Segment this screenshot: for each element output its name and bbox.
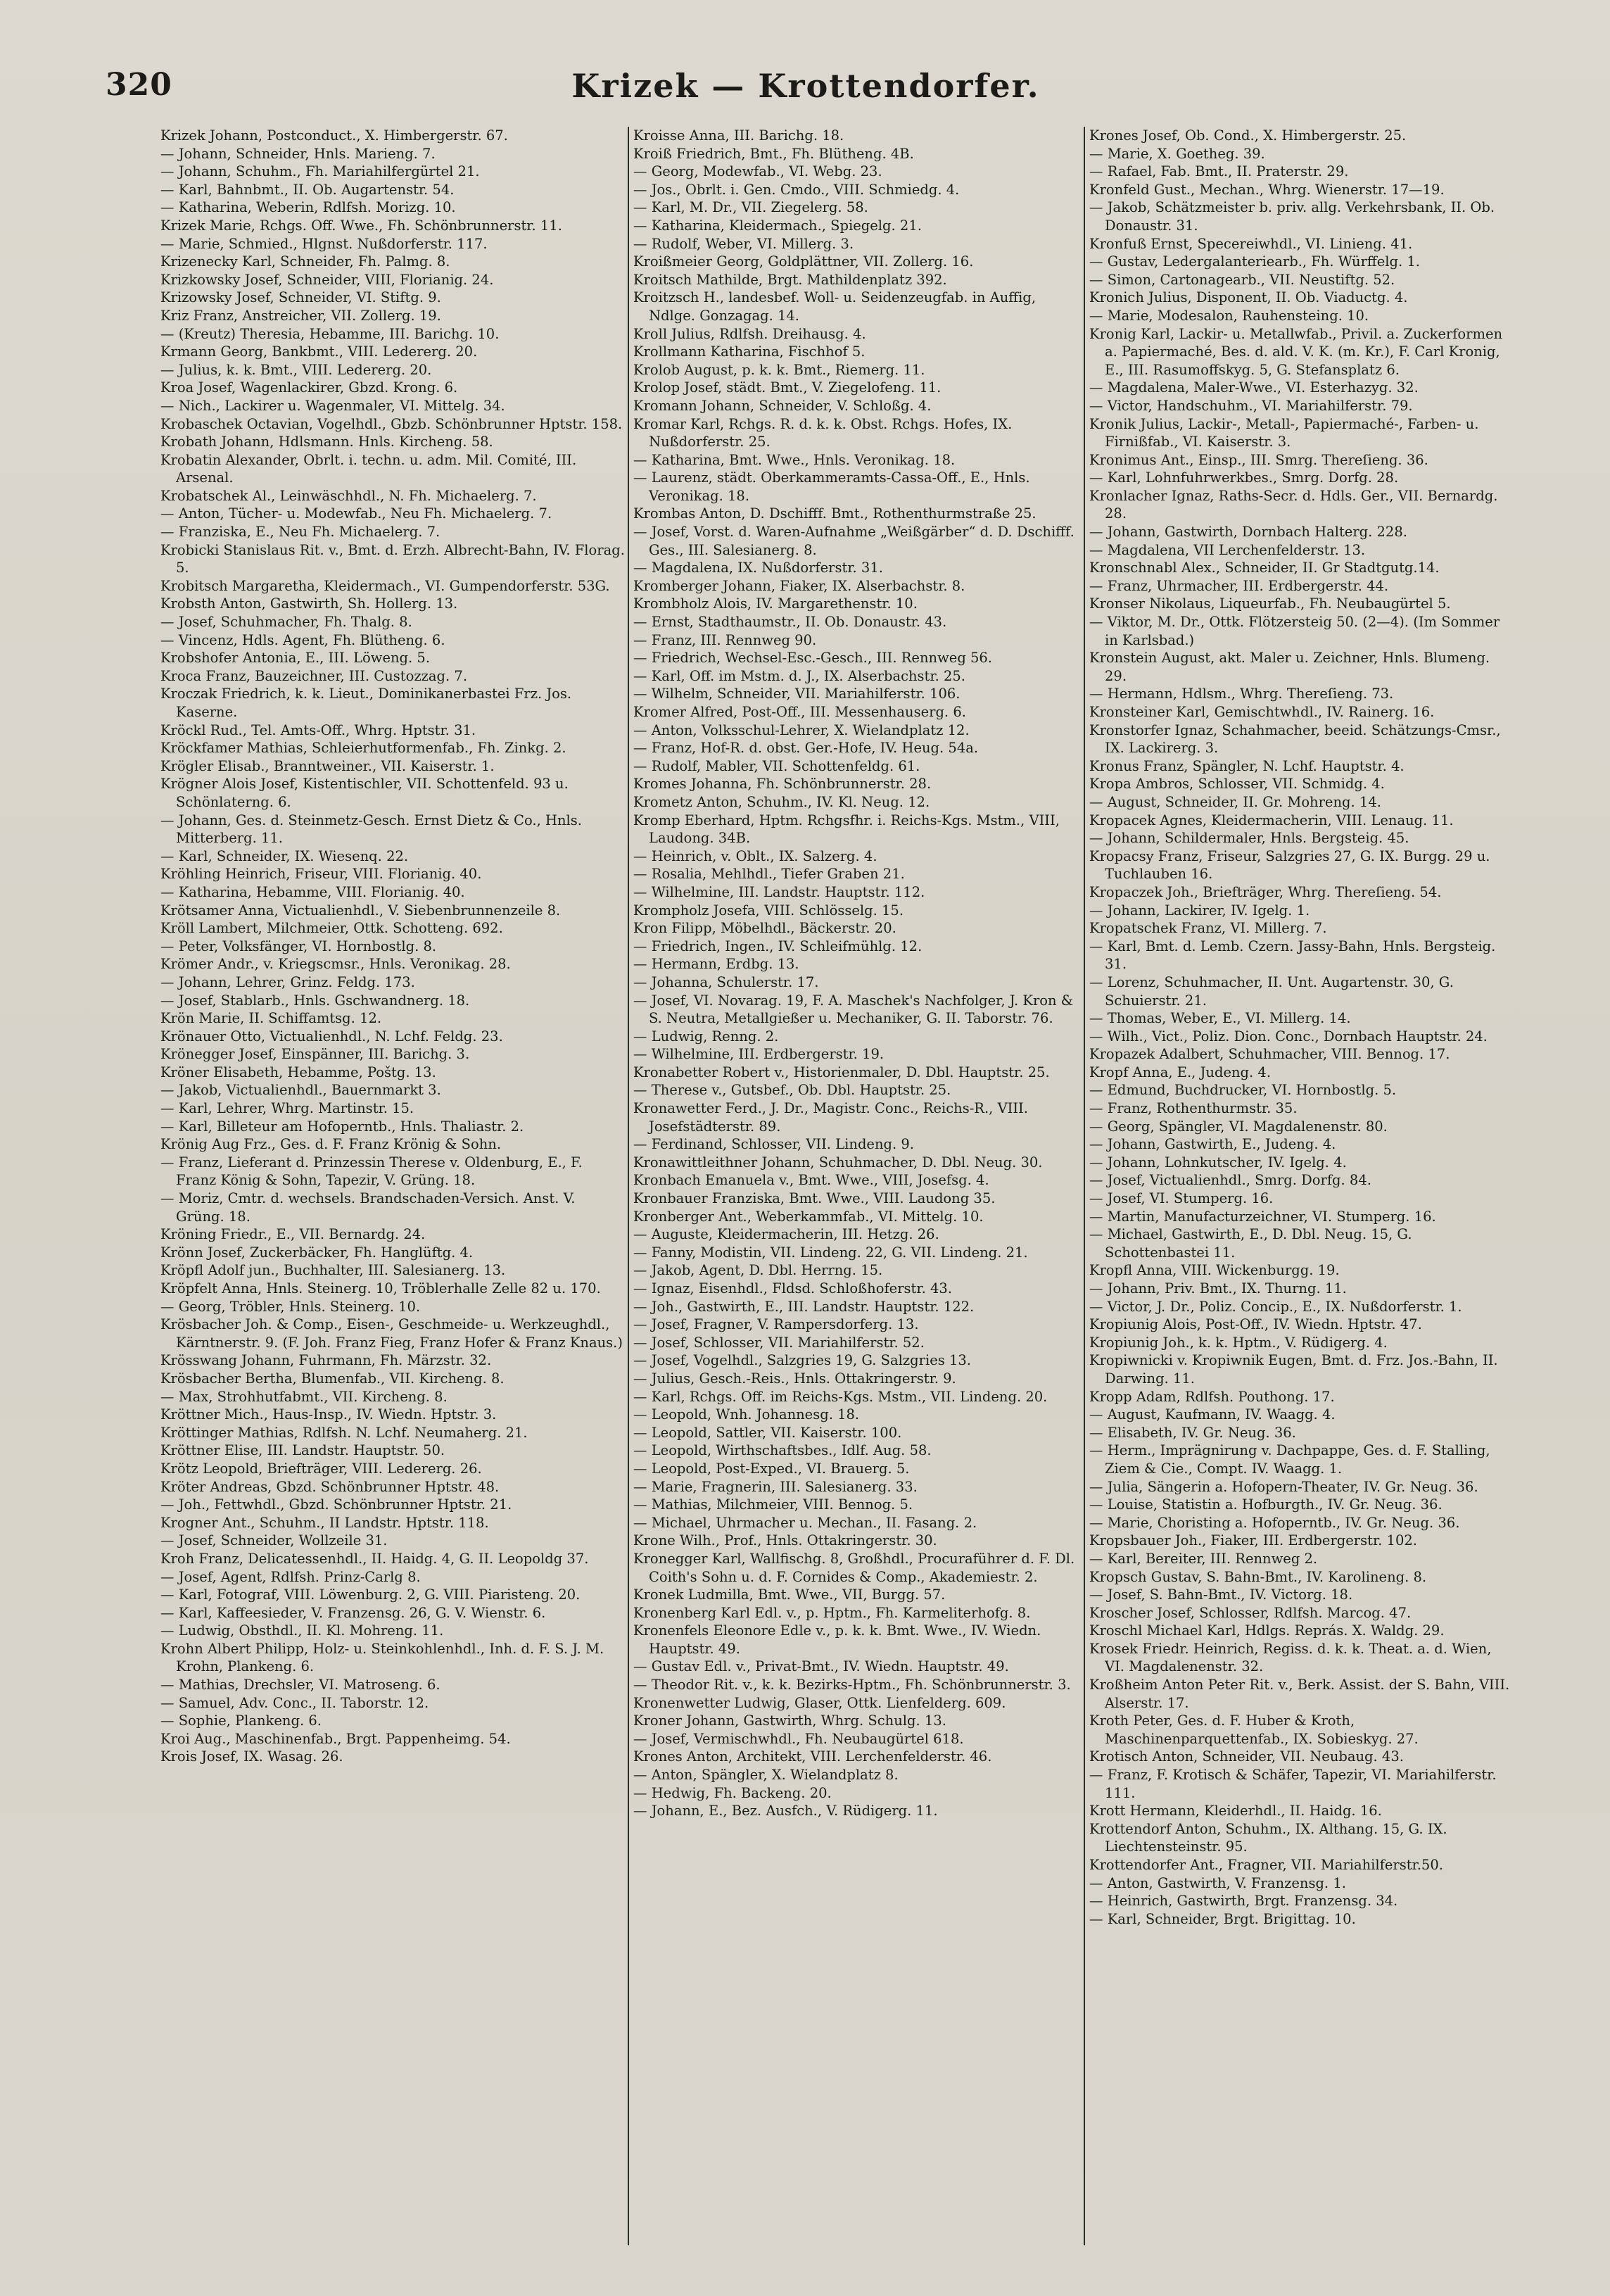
- directory-entry: — Rudolf, Mabler, VII. Schottenfeldg. 61.: [633, 757, 920, 774]
- directory-entry: Kronbach Emanuela v., Bmt. Wwe., VIII, Josefsg. 4.: [633, 1172, 989, 1189]
- directory-entry: Kröpfl Adolf jun., Buchhalter, III. Salesianerg. 13.: [160, 1262, 506, 1279]
- directory-entry: Krometz Anton, Schuhm., IV. Kl. Neug. 12.: [633, 793, 930, 810]
- directory-entry: Krönauer Otto, Victualienhdl., N. Lchf. Feldg. 23.: [160, 1028, 503, 1045]
- directory-entry: Krögner Alois Josef, Kistentischler, VII. Schottenfeld. 93 u. Schönlaterng. 6.: [160, 776, 569, 810]
- directory-entry: Kronimus Ant., Einsp., III. Smrg. Thereſieng. 36.: [1089, 451, 1428, 468]
- directory-entry: — Johann, Ges. d. Steinmetz-Gesch. Ernst Dietz & Co., Hnls. Mitterberg. 11.: [160, 812, 582, 847]
- directory-entry: — Julius, k. k. Bmt., VIII. Ledererg. 20.: [160, 361, 432, 378]
- directory-entry: Krizowsky Josef, Schneider, VI. Stiftg. 9.: [160, 289, 441, 306]
- directory-entry: — Elisabeth, IV. Gr. Neug. 36.: [1089, 1424, 1296, 1441]
- directory-entry: Kriz Franz, Anstreicher, VII. Zollerg. 19.: [160, 307, 441, 324]
- directory-entry: Krobaschek Octavian, Vogelhdl., Gbzb. Schönbrunner Hptstr. 158.: [160, 415, 623, 432]
- directory-entry: — Johann, Schneider, Hnls. Marieng. 7.: [160, 145, 436, 162]
- directory-entry: Kromer Alfred, Post-Off., III. Messenhauserg. 6.: [633, 704, 966, 720]
- directory-entry: Krmann Georg, Bankbmt., VIII. Ledererg. 20.: [160, 343, 478, 360]
- directory-entry: Kronenfels Eleonore Edle v., p. k. k. Bmt. Wwe., IV. Wiedn. Hauptstr. 49.: [633, 1622, 1041, 1657]
- directory-entry: Kronser Nikolaus, Liqueurfab., Fh. Neubaugürtel 5.: [1089, 595, 1451, 612]
- directory-entry: — Josef, Schlosser, VII. Mariahilferstr. 52.: [633, 1334, 925, 1351]
- directory-entry: — Rudolf, Weber, VI. Millerg. 3.: [633, 235, 854, 252]
- directory-entry: — Anton, Spängler, X. Wielandplatz 8.: [633, 1767, 899, 1784]
- directory-entry: Krösbacher Joh. & Comp., Eisen-, Geschmeide- u. Werkzeughdl., Kärntnerstr. 9. (F. Joh. Franz Fieg, Franz Hofer & Franz Knaus.): [160, 1316, 623, 1351]
- directory-entry: — Wilhelmine, III. Erdbergerstr. 19.: [633, 1046, 885, 1063]
- directory-entry: — Sophie, Plankeng. 6.: [160, 1712, 322, 1729]
- directory-entry: — Leopold, Wnh. Johannesg. 18.: [633, 1406, 860, 1423]
- directory-entry: Kromp Eberhard, Hptm. Rchgsfhr. i. Reichs-Kgs. Mstm., VIII, Laudong. 34B.: [633, 812, 1060, 847]
- directory-entry: Kröll Lambert, Milchmeier, Ottk. Schotteng. 692.: [160, 920, 503, 937]
- directory-entry: Kromar Karl, Rchgs. R. d. k. k. Obst. Rchgs. Hofes, IX. Nußdorferstr. 25.: [633, 415, 1013, 450]
- directory-entry: Kroczak Friedrich, k. k. Lieut., Dominikanerbastei Frz. Jos. Kaserne.: [160, 686, 572, 720]
- directory-entry: — Herm., Imprägnirung v. Dachpappe, Ges. d. F. Stalling, Ziem & Cie., Compt. IV. Waagg. 1.: [1089, 1442, 1490, 1477]
- directory-entry: Kroll Julius, Rdlfsh. Dreihausg. 4.: [633, 325, 866, 342]
- directory-entry: — Leopold, Sattler, VII. Kaiserstr. 100.: [633, 1424, 902, 1441]
- column-divider: [628, 127, 629, 2245]
- directory-entry: Kröner Elisabeth, Hebamme, Poštg. 13.: [160, 1064, 436, 1080]
- directory-entry: — Michael, Uhrmacher u. Mechan., II. Fasang. 2.: [633, 1514, 977, 1531]
- directory-entry: Krolob August, p. k. k. Bmt., Riemerg. 11.: [633, 361, 925, 378]
- directory-entry: Krön Marie, II. Schiffamtsg. 12.: [160, 1010, 382, 1027]
- directory-entry: — Magdalena, IX. Nußdorferstr. 31.: [633, 560, 883, 576]
- directory-entry: Kröttner Mich., Haus-Insp., IV. Wiedn. Hptstr. 3.: [160, 1406, 497, 1423]
- directory-entry: — Johann, Gastwirth, Dornbach Halterg. 228.: [1089, 524, 1407, 541]
- directory-entry: — Joh., Fettwhdl., Gbzd. Schönbrunner Hptstr. 21.: [160, 1496, 512, 1513]
- directory-entry: — Anton, Volksschul-Lehrer, X. Wielandplatz 12.: [633, 721, 970, 738]
- directory-entry: Krois Josef, IX. Wasag. 26.: [160, 1748, 343, 1765]
- directory-entry: — Laurenz, städt. Oberkammeramts-Cassa-Off., E., Hnls. Veronikag. 18.: [633, 469, 1030, 504]
- directory-entry: — Heinrich, Gastwirth, Brgt. Franzensg. 34.: [1089, 1893, 1398, 1910]
- directory-entry: — Viktor, M. Dr., Ottk. Flötzersteig 50. (2—4). (Im Sommer in Karlsbad.): [1089, 614, 1500, 648]
- directory-entry: Krögler Elisab., Branntweiner., VII. Kaiserstr. 1.: [160, 757, 495, 774]
- directory-entry: Krobicki Stanislaus Rit. v., Bmt. d. Erzh. Albrecht-Bahn, IV. Florag. 5.: [160, 541, 625, 576]
- directory-entry: — Johann, Gastwirth, E., Judeng. 4.: [1089, 1136, 1336, 1153]
- directory-entry: Kromann Johann, Schneider, V. Schloßg. 4.: [633, 397, 932, 414]
- directory-entry: Kropsch Gustav, S. Bahn-Bmt., IV. Karolineng. 8.: [1089, 1568, 1427, 1585]
- directory-entry: Krösswang Johann, Fuhrmann, Fh. Märzstr. 32.: [160, 1352, 492, 1369]
- directory-entry: — Joh., Gastwirth, E., III. Landstr. Hauptstr. 122.: [633, 1298, 975, 1315]
- directory-entry: — Julia, Sängerin a. Hofopern-Theater, IV. Gr. Neug. 36.: [1089, 1478, 1478, 1495]
- directory-entry: — Josef, Stablarb., Hnls. Gschwandnerg. 18.: [160, 992, 470, 1009]
- directory-entry: Kropiunig Joh., k. k. Hptm., V. Rüdigerg. 4.: [1089, 1334, 1388, 1351]
- directory-entry: Kronberger Ant., Weberkammfab., VI. Mittelg. 10.: [633, 1208, 984, 1225]
- directory-entry: Kropfl Anna, VIII. Wickenburgg. 19.: [1089, 1262, 1340, 1279]
- directory-entry: Krompholz Josefa, VIII. Schlösselg. 15.: [633, 902, 904, 919]
- directory-entry: — Johann, Schildermaler, Hnls. Bergsteig. 45.: [1089, 830, 1409, 847]
- directory-entry: — Martin, Manufacturzeichner, VI. Stumperg. 16.: [1089, 1208, 1436, 1225]
- directory-entry: Kropsbauer Joh., Fiaker, III. Erdbergerstr. 102.: [1089, 1532, 1417, 1549]
- directory-entry: — Josef, Vermischwhdl., Fh. Neubaugürtel 618.: [633, 1730, 964, 1747]
- directory-entry: Kron Filipp, Möbelhdl., Bäckerstr. 20.: [633, 920, 896, 937]
- directory-entry: Krobshofer Antonia, E., III. Löweng. 5.: [160, 650, 431, 667]
- directory-entry: — Rafael, Fab. Bmt., II. Praterstr. 29.: [1089, 163, 1349, 180]
- directory-entry: — Samuel, Adv. Conc., II. Taborstr. 12.: [160, 1694, 429, 1711]
- directory-entry: Kronek Ludmilla, Bmt. Wwe., VII, Burgg. 57.: [633, 1587, 946, 1603]
- directory-entry: — Mathias, Drechsler, VI. Matroseng. 6.: [160, 1677, 440, 1693]
- column-1: [160, 127, 625, 2245]
- directory-entry: — Katharina, Weberin, Rdlfsh. Morizg. 10.: [160, 199, 456, 216]
- directory-entry: — Franz, Rothenthurmstr. 35.: [1089, 1100, 1298, 1117]
- directory-entry: Krötz Leopold, Briefträger, VIII. Ledererg. 26.: [160, 1460, 482, 1477]
- directory-entry: — Jakob, Victualienhdl., Bauernmarkt 3.: [160, 1082, 441, 1099]
- directory-entry: — Karl, Fotograf, VIII. Löwenburg. 2, G. VIII. Piaristeng. 20.: [160, 1587, 581, 1603]
- column-3: [1089, 127, 1511, 2245]
- directory-entry: Kronsteiner Karl, Gemischtwhdl., IV. Rainerg. 16.: [1089, 704, 1435, 720]
- directory-entry: Krobitsch Margaretha, Kleidermach., VI. Gumpendorferstr. 53G.: [160, 577, 610, 594]
- directory-entry: Krone Wilh., Prof., Hnls. Ottakringerstr. 30.: [633, 1532, 937, 1549]
- directory-entry: — Karl, Schneider, Brgt. Brigittag. 10.: [1089, 1910, 1356, 1927]
- column-divider: [1084, 127, 1085, 2245]
- directory-entry: — Wilh., Vict., Poliz. Dion. Conc., Dornbach Hauptstr. 24.: [1089, 1028, 1488, 1045]
- directory-entry: — Josef, Vogelhdl., Salzgries 19, G. Salzgries 13.: [633, 1352, 971, 1369]
- directory-entry: Krötsamer Anna, Victualienhdl., V. Siebenbrunnenzeile 8.: [160, 902, 561, 919]
- directory-entry: Kröter Andreas, Gbzd. Schönbrunner Hptstr. 48.: [160, 1478, 500, 1495]
- directory-entry: — Max, Strohhutfabmt., VII. Kircheng. 8.: [160, 1388, 448, 1405]
- directory-entry: Krombas Anton, D. Dschifff. Bmt., Rothenthurmstraße 25.: [633, 505, 1037, 522]
- directory-entry: Kröckfamer Mathias, Schleierhutformenfab., Fh. Zinkg. 2.: [160, 740, 566, 757]
- directory-entry: Kropacek Agnes, Kleidermacherin, VIII. Lenaug. 11.: [1089, 812, 1454, 828]
- directory-entry: Kroßheim Anton Peter Rit. v., Berk. Assist. der S. Bahn, VIII. Alserstr. 17.: [1089, 1677, 1510, 1711]
- directory-entry: Krönn Josef, Zuckerbäcker, Fh. Hanglüftg. 4.: [160, 1244, 474, 1261]
- directory-entry: Krones Anton, Architekt, VIII. Lerchenfelderstr. 46.: [633, 1748, 992, 1765]
- directory-entry: — Franz, III. Rennweg 90.: [633, 631, 817, 648]
- directory-entry: — Marie, X. Goetheg. 39.: [1089, 145, 1265, 162]
- directory-entry: Krizek Johann, Postconduct., X. Himbergerstr. 67.: [160, 127, 508, 144]
- directory-entry: Kropf Anna, E., Judeng. 4.: [1089, 1064, 1272, 1080]
- directory-entry: Krosek Friedr. Heinrich, Regiss. d. k. k. Theat. a. d. Wien, VI. Magdalenenstr. 32.: [1089, 1640, 1492, 1675]
- directory-entry: Kronich Julius, Disponent, II. Ob. Viaductg. 4.: [1089, 289, 1408, 306]
- directory-entry: — Jos., Obrlt. i. Gen. Cmdo., VIII. Schmiedg. 4.: [633, 181, 960, 198]
- directory-entry: — Katharina, Bmt. Wwe., Hnls. Veronikag. 18.: [633, 451, 956, 468]
- directory-entry: — Karl, Kaffeesieder, V. Franzensg. 26, G. V. Wienstr. 6.: [160, 1604, 546, 1621]
- directory-entry: — Victor, J. Dr., Poliz. Concip., E., IX. Nußdorferstr. 1.: [1089, 1298, 1462, 1315]
- directory-entry: Kronstein August, akt. Maler u. Zeichner, Hnls. Blumeng. 29.: [1089, 650, 1490, 684]
- directory-entry: Kronawittleithner Johann, Schuhmacher, D. Dbl. Neug. 30.: [633, 1154, 1043, 1171]
- directory-entry: — Theodor Rit. v., k. k. Bezirks-Hptm., Fh. Schönbrunnerstr. 3.: [633, 1677, 1071, 1693]
- directory-entry: — Michael, Gastwirth, E., D. Dbl. Neug. 15, G. Schottenbastei 11.: [1089, 1226, 1412, 1261]
- directory-entry: Krones Josef, Ob. Cond., X. Himbergerstr. 25.: [1089, 127, 1407, 144]
- running-title: Krizek — Krottendorfer.: [571, 67, 1040, 105]
- directory-entry: — Johanna, Schulerstr. 17.: [633, 973, 819, 990]
- directory-entry: — Karl, Bahnbmt., II. Ob. Augartenstr. 54.: [160, 181, 455, 198]
- directory-entry: — Lorenz, Schuhmacher, II. Unt. Augartenstr. 30, G. Schuierstr. 21.: [1089, 973, 1454, 1009]
- directory-entry: Krottendorfer Ant., Fragner, VII. Mariahilferstr.50.: [1089, 1857, 1443, 1873]
- directory-entry: — Gustav, Ledergalanteriearb., Fh. Würffelg. 1.: [1089, 253, 1420, 270]
- directory-entry: Krobatschek Al., Leinwäschhdl., N. Fh. Michaelerg. 7.: [160, 487, 537, 504]
- directory-entry: Krott Hermann, Kleiderhdl., II. Haidg. 16.: [1089, 1803, 1382, 1819]
- directory-entry: Krobsth Anton, Gastwirth, Sh. Hollerg. 13.: [160, 595, 458, 612]
- directory-entry: — Franz, F. Krotisch & Schäfer, Tapezir, VI. Mariahilferstr. 111.: [1089, 1767, 1497, 1801]
- directory-entry: — Georg, Spängler, VI. Magdalenenstr. 80.: [1089, 1118, 1388, 1135]
- directory-entry: Kropatschek Franz, VI. Millerg. 7.: [1089, 920, 1327, 937]
- directory-entry: — Johann, Priv. Bmt., IX. Thurng. 11.: [1089, 1280, 1347, 1297]
- directory-entry: — Jakob, Schätzmeister b. priv. allg. Verkehrsbank, II. Ob. Donaustr. 31.: [1089, 199, 1495, 234]
- directory-entry: Krogner Ant., Schuhm., II Landstr. Hptstr. 118.: [160, 1514, 489, 1531]
- directory-entry: — Rosalia, Mehlhdl., Tiefer Graben 21.: [633, 866, 905, 883]
- directory-entry: Kronschnabl Alex., Schneider, II. Gr Stadtgutg.14.: [1089, 560, 1440, 576]
- directory-entry: — Hermann, Hdlsm., Whrg. Thereſieng. 73.: [1089, 686, 1394, 702]
- directory-entry: Krizkowsky Josef, Schneider, VIII, Florianig. 24.: [160, 271, 494, 288]
- directory-entry: — Friedrich, Ingen., IV. Schleifmühlg. 12.: [633, 938, 923, 954]
- directory-entry: — Hedwig, Fh. Backeng. 20.: [633, 1784, 832, 1801]
- directory-entry: Kromes Johanna, Fh. Schönbrunnerstr. 28.: [633, 776, 932, 793]
- directory-entry: — Josef, Agent, Rdlfsh. Prinz-Carlg 8.: [160, 1568, 421, 1585]
- directory-entry: — Karl, Rchgs. Off. im Reichs-Kgs. Mstm., VII. Lindeng. 20.: [633, 1388, 1048, 1405]
- directory-entry: Kronawetter Ferd., J. Dr., Magistr. Conc., Reichs-R., VIII. Josefstädterstr. 89.: [633, 1100, 1028, 1135]
- page-number: 320: [106, 67, 172, 103]
- directory-entry: — Edmund, Buchdrucker, VI. Hornbostlg. 5.: [1089, 1082, 1397, 1099]
- directory-entry: Krizenecky Karl, Schneider, Fh. Palmg. 8.: [160, 253, 450, 270]
- directory-entry: — Nich., Lackirer u. Wagenmaler, VI. Mittelg. 34.: [160, 397, 505, 414]
- directory-entry: — Ludwig, Obsthdl., II. Kl. Mohreng. 11.: [160, 1622, 444, 1639]
- directory-entry: Kronegger Karl, Wallfischg. 8, Großhdl., Procuraführer d. F. Dl. Coith's Sohn u. d. F. Cornides & Comp., Akademiestr. 2.: [633, 1550, 1075, 1585]
- directory-entry: — Anton, Tücher- u. Modewfab., Neu Fh. Michaelerg. 7.: [160, 505, 552, 522]
- directory-entry: — Franz, Hof-R. d. obst. Ger.-Hofe, IV. Heug. 54a.: [633, 740, 979, 757]
- directory-entry: — Josef, Schuhmacher, Fh. Thalg. 8.: [160, 614, 412, 631]
- directory-entry: — Franz, Lieferant d. Prinzessin Therese v. Oldenburg, E., F. Franz König & Sohn, Tapezir, V. Grüng. 18.: [160, 1154, 583, 1189]
- directory-entry: — Magdalena, VII Lerchenfelderstr. 13.: [1089, 541, 1366, 558]
- entry-columns: [160, 127, 1511, 2245]
- directory-entry: Kronik Julius, Lackir-, Metall-, Papiermaché-, Farben- u. Firnißfab., VI. Kaiserstr. 3.: [1089, 415, 1479, 450]
- directory-entry: Krottendorf Anton, Schuhm., IX. Althang. 15, G. IX. Liechtensteinstr. 95.: [1089, 1820, 1447, 1855]
- directory-entry: Krösbacher Bertha, Blumenfab., VII. Kircheng. 8.: [160, 1370, 505, 1387]
- directory-entry: Krotisch Anton, Schneider, VII. Neubaug. 43.: [1089, 1748, 1404, 1765]
- directory-entry: Krobatin Alexander, Obrlt. i. techn. u. adm. Mil. Comité, III. Arsenal.: [160, 451, 577, 486]
- directory-entry: — Wilhelmine, III. Landstr. Hauptstr. 112.: [633, 883, 925, 900]
- directory-entry: — Magdalena, Maler-Wwe., VI. Esterhazyg. 32.: [1089, 379, 1419, 396]
- directory-entry: — Julius, Gesch.-Reis., Hnls. Ottakringerstr. 9.: [633, 1370, 956, 1387]
- directory-entry: — Leopold, Wirthschaftsbes., Idlf. Aug. 58.: [633, 1442, 932, 1459]
- directory-entry: Kroscher Josef, Schlosser, Rdlfsh. Marcog. 47.: [1089, 1604, 1412, 1621]
- directory-entry: Krizek Marie, Rchgs. Off. Wwe., Fh. Schönbrunnerstr. 11.: [160, 217, 562, 234]
- directory-entry: — Josef, Vorst. d. Waren-Aufnahme „Weißgärber“ d. D. Dschifff. Ges., III. Salesianerg. 8.: [633, 524, 1075, 558]
- directory-entry: — Gustav Edl. v., Privat-Bmt., IV. Wiedn. Hauptstr. 49.: [633, 1658, 1009, 1675]
- directory-entry: — Friedrich, Wechsel-Esc.-Gesch., III. Rennweg 56.: [633, 650, 993, 667]
- directory-entry: — Louise, Statistin a. Hofburgth., IV. Gr. Neug. 36.: [1089, 1496, 1443, 1513]
- directory-entry: Kropa Ambros, Schlosser, VII. Schmidg. 4.: [1089, 776, 1385, 793]
- directory-entry: Krobath Johann, Hdlsmann. Hnls. Kircheng. 58.: [160, 434, 493, 450]
- directory-entry: — Katharina, Kleidermach., Spiegelg. 21.: [633, 217, 922, 234]
- directory-entry: Krönig Aug Frz., Ges. d. F. Franz Krönig & Sohn.: [160, 1136, 502, 1153]
- directory-entry: — Josef, Victualienhdl., Smrg. Dorfg. 84.: [1089, 1172, 1371, 1189]
- directory-entry: — Josef, VI. Stumperg. 16.: [1089, 1190, 1274, 1207]
- column-2: [633, 127, 1081, 2245]
- directory-entry: — Leopold, Post-Exped., VI. Brauerg. 5.: [633, 1460, 910, 1477]
- directory-entry: Kronenwetter Ludwig, Glaser, Ottk. Lienfelderg. 609.: [633, 1694, 1006, 1711]
- directory-entry: — Karl, M. Dr., VII. Ziegelerg. 58.: [633, 199, 868, 216]
- directory-entry: Kroschl Michael Karl, Hdlgs. Reprás. X. Waldg. 29.: [1089, 1622, 1445, 1639]
- directory-entry: Kropiwnicki v. Kropiwnik Eugen, Bmt. d. Frz. Jos.-Bahn, II. Darwing. 11.: [1089, 1352, 1498, 1387]
- directory-entry: — Karl, Off. im Mstm. d. J., IX. Alserbachstr. 25.: [633, 667, 965, 684]
- directory-entry: Kröttner Elise, III. Landstr. Hauptstr. 50.: [160, 1442, 445, 1459]
- directory-entry: — Franziska, E., Neu Fh. Michaelerg. 7.: [160, 524, 440, 541]
- directory-entry: Kroiß Friedrich, Bmt., Fh. Blütheng. 4B.: [633, 145, 914, 162]
- directory-entry: — Johann, Schuhm., Fh. Mariahilfergürtel 21.: [160, 163, 480, 180]
- page-header: [106, 67, 1506, 109]
- directory-entry: — August, Schneider, II. Gr. Mohreng. 14.: [1089, 793, 1381, 810]
- directory-entry: Kroa Josef, Wagenlackirer, Gbzd. Krong. 6.: [160, 379, 458, 396]
- directory-entry: — Franz, Uhrmacher, III. Erdbergerstr. 44.: [1089, 577, 1389, 594]
- directory-entry: — Ignaz, Eisenhdl., Fldsd. Schloßhoferstr. 43.: [633, 1280, 952, 1297]
- directory-entry: Kropacsy Franz, Friseur, Salzgries 27, G. IX. Burgg. 29 u. Tuchlauben 16.: [1089, 847, 1490, 883]
- directory-entry: — Auguste, Kleidermacherin, III. Hetzg. 26.: [633, 1226, 939, 1243]
- directory-entry: Kromberger Johann, Fiaker, IX. Alserbachstr. 8.: [633, 577, 965, 594]
- directory-entry: — Karl, Bmt. d. Lemb. Czern. Jassy-Bahn, Hnls. Bergsteig. 31.: [1089, 938, 1496, 973]
- directory-entry: — Katharina, Hebamme, VIII. Florianig. 40.: [160, 883, 465, 900]
- directory-entry: — Karl, Bereiter, III. Rennweg 2.: [1089, 1550, 1318, 1567]
- directory-entry: — Josef, Schneider, Wollzeile 31.: [160, 1532, 388, 1549]
- directory-entry: — Mathias, Milchmeier, VIII. Bennog. 5.: [633, 1496, 913, 1513]
- directory-entry: Krolop Josef, städt. Bmt., V. Ziegelofeng. 11.: [633, 379, 942, 396]
- directory-entry: Kronabetter Robert v., Historienmaler, D. Dbl. Hauptstr. 25.: [633, 1064, 1050, 1080]
- directory-entry: — Josef, S. Bahn-Bmt., IV. Victorg. 18.: [1089, 1587, 1353, 1603]
- directory-entry: — Moriz, Cmtr. d. wechsels. Brandschaden-Versich. Anst. V. Grüng. 18.: [160, 1190, 576, 1225]
- directory-entry: Kronig Karl, Lackir- u. Metallwfab., Privil. a. Zuckerformen a. Papiermaché, Bes. d. ald. V. K. (m. Kr.), F. Carl Kronig, E., III. Rasumoffskyg. 5, G. Stefansplatz 6.: [1089, 325, 1503, 378]
- directory-entry: — Georg, Tröbler, Hnls. Steinerg. 10.: [160, 1298, 421, 1315]
- directory-entry: Kronfuß Ernst, Specereiwhdl., VI. Linieng. 41.: [1089, 235, 1413, 252]
- directory-entry: Krohn Albert Philipp, Holz- u. Steinkohlenhdl., Inh. d. F. S. J. M. Krohn, Plankeng. 6.: [160, 1640, 604, 1675]
- directory-entry: — Johann, Lackirer, IV. Igelg. 1.: [1089, 902, 1310, 919]
- directory-entry: — Vincenz, Hdls. Agent, Fh. Blütheng. 6.: [160, 631, 445, 648]
- directory-entry: — Victor, Handschuhm., VI. Mariahilferstr. 79.: [1089, 397, 1413, 414]
- directory-entry: Kroitsch Mathilde, Brgt. Mathildenplatz 392.: [633, 271, 947, 288]
- directory-entry: Kroißmeier Georg, Goldplättner, VII. Zollerg. 16.: [633, 253, 974, 270]
- directory-entry: Kronfeld Gust., Mechan., Whrg. Wienerstr. 17—19.: [1089, 181, 1445, 198]
- directory-entry: Kropazek Adalbert, Schuhmacher, VIII. Bennog. 17.: [1089, 1046, 1450, 1063]
- directory-entry: — Marie, Modesalon, Rauhensteing. 10.: [1089, 307, 1369, 324]
- directory-entry: — Josef, VI. Novarag. 19, F. A. Maschek's Nachfolger, J. Kron & S. Neutra, Metallgießer u. Mechaniker, G. II. Taborstr. 76.: [633, 992, 1074, 1027]
- directory-entry: Kroh Franz, Delicatessenhdl., II. Haidg. 4, G. II. Leopoldg 37.: [160, 1550, 589, 1567]
- directory-entry: — Marie, Choristing a. Hofoperntb., IV. Gr. Neug. 36.: [1089, 1514, 1460, 1531]
- directory-entry: Kronbauer Franziska, Bmt. Wwe., VIII. Laudong 35.: [633, 1190, 996, 1207]
- directory-entry: — Georg, Modewfab., VI. Webg. 23.: [633, 163, 882, 180]
- directory-entry: — Johann, Lohnkutscher, IV. Igelg. 4.: [1089, 1154, 1347, 1171]
- directory-entry: Kröhling Heinrich, Friseur, VIII. Florianig. 40.: [160, 866, 482, 883]
- directory-entry: — (Kreutz) Theresia, Hebamme, III. Barichg. 10.: [160, 325, 500, 342]
- directory-entry: — August, Kaufmann, IV. Waagg. 4.: [1089, 1406, 1336, 1423]
- directory-entry: Kroitzsch H., landesbef. Woll- u. Seidenzeugfab. in Auffig, Ndlge. Gonzagag. 14.: [633, 289, 1037, 324]
- directory-entry: — Karl, Lohnfuhrwerkbes., Smrg. Dorfg. 28.: [1089, 469, 1399, 486]
- directory-entry: Kroth Peter, Ges. d. F. Huber & Kroth, Maschinenparquettenfab., IX. Sobieskyg. 27.: [1089, 1712, 1419, 1747]
- directory-entry: — Heinrich, v. Oblt., IX. Salzerg. 4.: [633, 847, 877, 864]
- directory-entry: — Karl, Lehrer, Whrg. Martinstr. 15.: [160, 1100, 414, 1117]
- directory-entry: Kroca Franz, Bauzeichner, III. Custozzag. 7.: [160, 667, 468, 684]
- directory-entry: — Jakob, Agent, D. Dbl. Herrng. 15.: [633, 1262, 883, 1279]
- directory-entry: — Marie, Schmied., Hlgnst. Nußdorferstr. 117.: [160, 235, 488, 252]
- directory-entry: Krollmann Katharina, Fischhof 5.: [633, 343, 866, 360]
- directory-entry: — Ferdinand, Schlosser, VII. Lindeng. 9.: [633, 1136, 915, 1153]
- directory-entry: — Ludwig, Renng. 2.: [633, 1028, 779, 1045]
- directory-entry: Kronlacher Ignaz, Raths-Secr. d. Hdls. Ger., VII. Bernardg. 28.: [1089, 487, 1498, 522]
- directory-entry: Kröttinger Mathias, Rdlfsh. N. Lchf. Neumaherg. 21.: [160, 1424, 528, 1441]
- directory-entry: — Karl, Billeteur am Hofoperntb., Hnls. Thaliastr. 2.: [160, 1118, 524, 1135]
- directory-entry: Kröpfelt Anna, Hnls. Steinerg. 10, Tröblerhalle Zelle 82 u. 170.: [160, 1280, 601, 1297]
- directory-entry: Kroisse Anna, III. Barichg. 18.: [633, 127, 844, 144]
- directory-entry: — Anton, Gastwirth, V. Franzensg. 1.: [1089, 1874, 1346, 1891]
- directory-entry: Kropp Adam, Rdlfsh. Pouthong. 17.: [1089, 1388, 1335, 1405]
- directory-entry: Kroi Aug., Maschinenfab., Brgt. Pappenheimg. 54.: [160, 1730, 511, 1747]
- directory-entry: Kronenberg Karl Edl. v., p. Hptm., Fh. Karmeliterhofg. 8.: [633, 1604, 1031, 1621]
- directory-entry: — Hermann, Erdbg. 13.: [633, 956, 799, 973]
- directory-entry: — Peter, Volksfänger, VI. Hornbostlg. 8.: [160, 938, 437, 954]
- directory-entry: Kronstorfer Ignaz, Schahmacher, beeid. Schätzungs-Cmsr., IX. Lackirerg. 3.: [1089, 721, 1501, 757]
- directory-entry: Krönegger Josef, Einspänner, III. Barichg. 3.: [160, 1046, 470, 1063]
- directory-entry: Kronus Franz, Spängler, N. Lchf. Hauptstr. 4.: [1089, 757, 1405, 774]
- directory-entry: — Simon, Cartonagearb., VII. Neustiftg. 52.: [1089, 271, 1395, 288]
- directory-entry: — Ernst, Stadthaumstr., II. Ob. Donaustr. 43.: [633, 614, 947, 631]
- directory-entry: Kropiunig Alois, Post-Off., IV. Wiedn. Hptstr. 47.: [1089, 1316, 1422, 1333]
- directory-entry: — Thomas, Weber, E., VI. Millerg. 14.: [1089, 1010, 1351, 1027]
- directory-entry: — Johann, Lehrer, Grinz. Feldg. 173.: [160, 973, 415, 990]
- directory-entry: Kropaczek Joh., Briefträger, Whrg. Thereſieng. 54.: [1089, 883, 1442, 900]
- directory-entry: Kröning Friedr., E., VII. Bernardg. 24.: [160, 1226, 426, 1243]
- directory-entry: Kroner Johann, Gastwirth, Whrg. Schulg. 13.: [633, 1712, 946, 1729]
- directory-entry: — Therese v., Gutsbef., Ob. Dbl. Hauptstr. 25.: [633, 1082, 951, 1099]
- directory-entry: — Marie, Fragnerin, III. Salesianerg. 33.: [633, 1478, 918, 1495]
- directory-entry: — Wilhelm, Schneider, VII. Mariahilferstr. 106.: [633, 686, 961, 702]
- directory-entry: Krömer Andr., v. Kriegscmsr., Hnls. Veronikag. 28.: [160, 956, 511, 973]
- directory-entry: Krombholz Alois, IV. Margarethenstr. 10.: [633, 595, 918, 612]
- directory-entry: Kröckl Rud., Tel. Amts-Off., Whrg. Hptstr. 31.: [160, 721, 476, 738]
- directory-entry: — Fanny, Modistin, VII. Lindeng. 22, G. VII. Lindeng. 21.: [633, 1244, 1028, 1261]
- directory-entry: — Johann, E., Bez. Ausfch., V. Rüdigerg. 11.: [633, 1803, 938, 1819]
- directory-entry: — Karl, Schneider, IX. Wiesenq. 22.: [160, 847, 409, 864]
- directory-entry: — Josef, Fragner, V. Rampersdorferg. 13.: [633, 1316, 919, 1333]
